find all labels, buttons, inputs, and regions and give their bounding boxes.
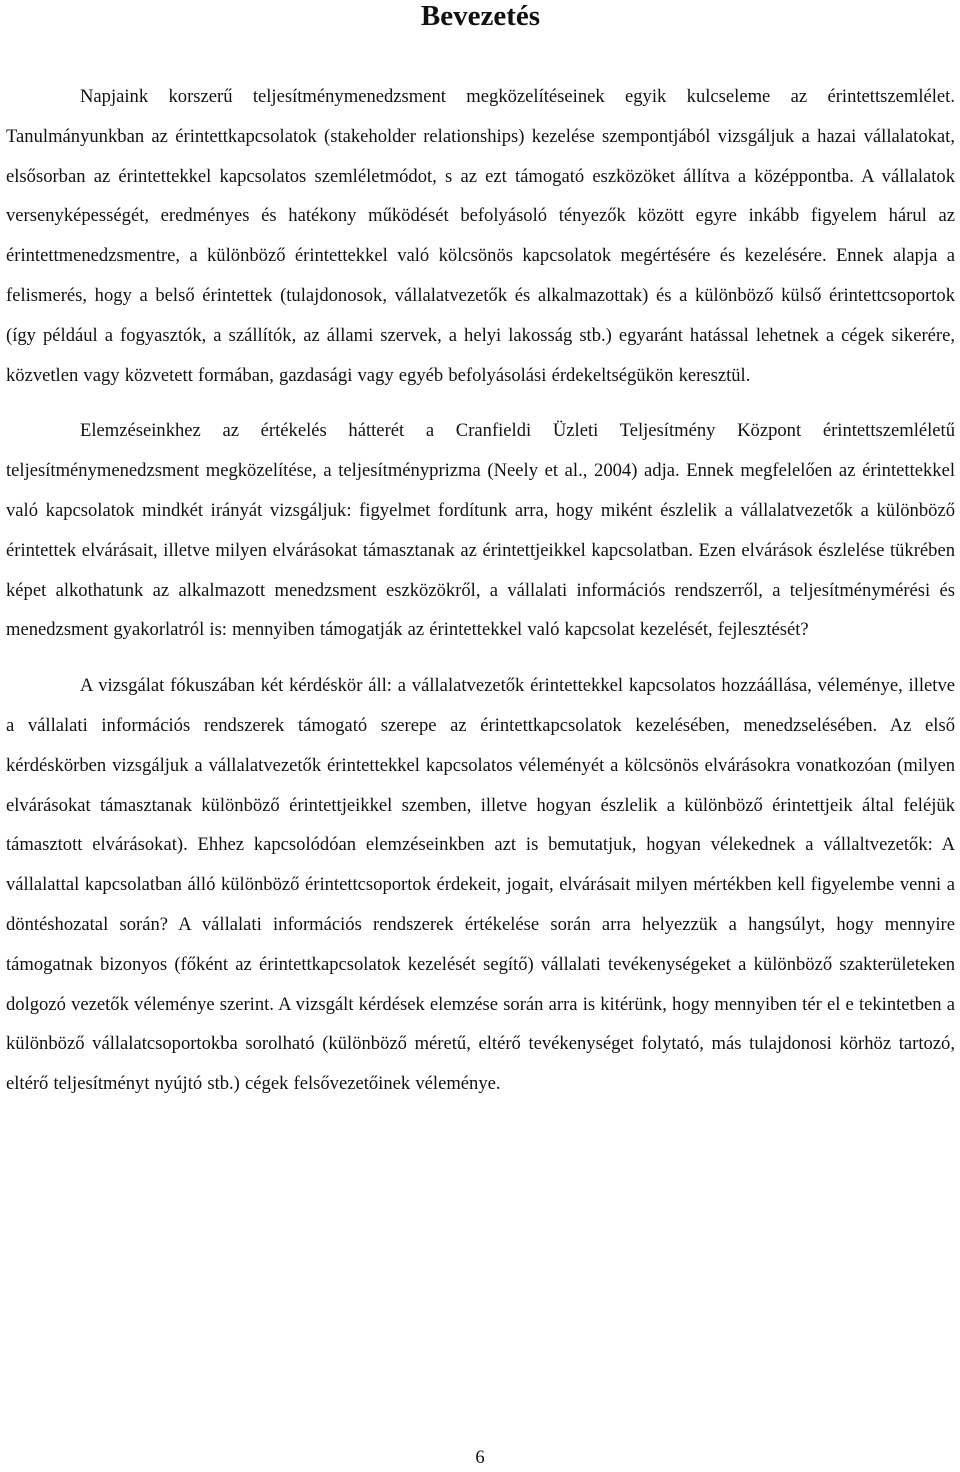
page-title: Bevezetés — [420, 0, 541, 32]
paragraph-intro: Napjaink korszerű teljesítménymenedzsment megközelítéseinek egyik kulcseleme az érintettszemlélet. Tanulmányunkban az érintettkapcsolatok (stakeholder relationships) kezelése szempontjából vizsgáljuk a hazai vállalatokat, elsősorban az érintettekkel kapcsolatos szemléletmódot, s az ezt támogató eszközöket állítva a középpontba. A vállalatok versenyképességét, eredményes és hatékony működését befolyásoló tényezők között egyre inkább figyelem hárul az érintettmenedzsmentre, a különböző érintettekkel való kölcsönös kapcsolatok megértésére és kezelésére. Ennek alapja a felismerés, hogy a belső érintettek (tulajdonosok, vállalatvezetők és alkalmazottak) és a különböző külső érintettcsoportok (így például a fogyasztók, a szállítók, az állami szervek, a helyi lakosság stb.) egyaránt hatással lehetnek a cégek sikerére, közvetlen vagy közvetett formában, gazdasági vagy egyéb befolyásolási érdekeltségükön keresztül. — [6, 86, 955, 386]
paragraph-methodology: Elemzéseinkhez az értékelés hátterét a Cranfieldi Üzleti Teljesítmény Központ érintettszemléletű teljesítménymenedzsment megközelítése, a teljesítményprizma (Neely et al., 2004) adja. Ennek megfelelően az érintettekkel való kapcsolatok mindkét irányát vizsgáljuk: figyelmet fordítunk arra, hogy miként észlelik a vállalatvezetők a különböző érintettek elvárásait, illetve milyen elvárásokat támasztanak az érintettjeikkel kapcsolatban. Ezen elvárások észlelése tükrében képet alkothatunk az alkalmazott menedzsment eszközökről, a vállalati információs rendszerről, a teljesítménymérési és menedzsment gyakorlatról is: mennyiben támogatják az érintettekkel való kapcsolat kezelését, fejlesztését? — [6, 420, 955, 641]
paragraph-focus: A vizsgálat fókuszában két kérdéskör áll: a vállalatvezetők érintettekkel kapcsolatos hozzáállása, véleménye, illetve a vállalati információs rendszerek támogató szerepe az érintettkapcsolatok kezelésében, menedzselésében. Az első kérdéskörben vizsgáljuk a vállalatvezetők érintettekkel kapcsolatos véleményét a kölcsönös elvárásokra vonatkozóan (milyen elvárásokat támasztanak különböző érintettjeikkel szemben, illetve hogyan észlelik a különböző érintettjeik által feléjük támasztott elvárásokat). Ehhez kapcsolódóan elemzéseinkben azt is bemutatjuk, hogyan vélekednek a vállaltvezetők: A vállalattal kapcsolatban álló különböző érintettcsoportok érdekeit, jogait, elvárásait milyen mértékben kell figyelembe venni a döntéshozatal során? A vállalati információs rendszerek értékelése során arra helyezzük a hangsúlyt, hogy mennyire támogatnak bizonyos (főként az érintettkapcsolatok kezelését segítő) vállalati tevékenységeket a különböző szakterületeken dolgozó vezetők véleménye szerint. A vizsgált kérdések elemzése során arra is kitérünk, hogy mennyiben tér el e tekintetben a különböző vállalatcsoportokba sorolható (különböző méretű, eltérő tevékenységet folytató, más tulajdonosi körhöz tartozó, eltérő teljesítményt nyújtó stb.) cégek felsővezetőinek véleménye. — [6, 675, 955, 1095]
page-number: 6 — [475, 1447, 485, 1468]
document-page — [6, 0, 955, 1104]
